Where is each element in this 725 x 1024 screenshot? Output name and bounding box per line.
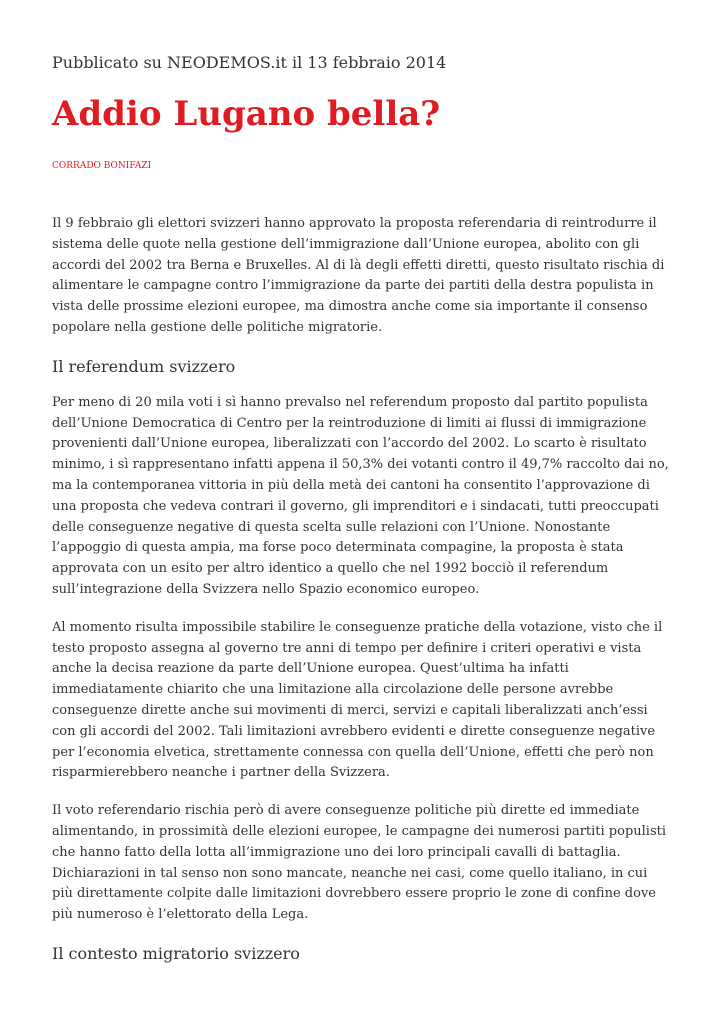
section-heading-referendum: Il referendum svizzero bbox=[52, 356, 236, 376]
paragraph-consequences: Al momento risulta impossibile stabilire le conseguenze pratiche della votazione, visto che il testo proposto assegna al governo tre anni di tempo per definire i criteri operativi e vista anche la decisa reazione da parte dell’Unione europea. Quest’ultima ha infatti immediatamente chiarito che una limitazione alla circolazione delle persone avrebbe conseguenze dirette anche sui movimenti di merci, servizi e capitali liberalizzati anch’essi con gli accordi del 2002. Tali limitazioni avrebbero evidenti e dirette conseguenze negative per l’economia elvetica, strettamente connessa con quella dell’Unione, effetti che però non risparmierebbero neanche i partner della Svizzera. bbox=[52, 619, 663, 781]
paragraph-political-effects: Il voto referendario rischia però di avere conseguenze politiche più dirette ed immediate alimentando, in prossimità delle elezioni europee, le campagne dei numerosi partiti populisti che hanno fatto della lotta all’immigrazione uno dei loro principali cavalli di battaglia. Dichiarazioni in tal senso non sono mancate, neanche nei casi, come quello italiano, in cui più direttamente colpite dalle limitazioni dovrebbero essere proprio le zone di confine dove più numeroso è l’elettorato della Lega. bbox=[52, 803, 667, 923]
author-name: CORRADO BONIFAZI bbox=[52, 161, 152, 171]
section-heading-migration-context: Il contesto migratorio svizzero bbox=[52, 943, 300, 963]
article-title: Addio Lugano bella? bbox=[52, 94, 441, 134]
article-body bbox=[52, 214, 672, 980]
publication-line: Pubblicato su NEODEMOS.it il 13 febbraio 2014 bbox=[52, 53, 447, 72]
paragraph-intro: Il 9 febbraio gli elettori svizzeri hanno approvato la proposta referendaria di reintrodurre il sistema delle quote nella gestione dell’immigrazione dall’Unione europea, abolito con gli accordi del 2002 tra Berna e Bruxelles. Al di là degli effetti diretti, questo risultato rischia di alimentare le campagne contro l’immigrazione da parte dei partiti della destra populista in vista delle prossime elezioni europee, ma dimostra anche come sia importante il consenso popolare nella gestione delle politiche migratorie. bbox=[52, 216, 665, 335]
paragraph-referendum-result: Per meno di 20 mila voti i sì hanno prevalso nel referendum proposto dal partito populista dell’Unione Democratica di Centro per la reintroduzione di limiti ai flussi di immigrazione provenienti dall’Unione europea, liberalizzati con l’accordo del 2002. Lo scarto è risultato minimo, i sì rappresentano infatti appena il 50,3% dei votanti contro il 49,7% raccolto dai no, ma la contemporanea vittoria in più della metà dei cantoni ha consentito l’approvazione di una proposta che vedeva contrari il governo, gli imprenditori e i sindacati, tutti preoccupati delle conseguenze negative di questa scelta sulle relazioni con l’Unione. Nonostante l’appoggio di questa ampia, ma forse poco determinata compagine, la proposta è stata approvata con un esito per altro identico a quello che nel 1992 bocciò il referendum sull’integrazione della Svizzera nello Spazio economico europeo. bbox=[52, 394, 669, 597]
